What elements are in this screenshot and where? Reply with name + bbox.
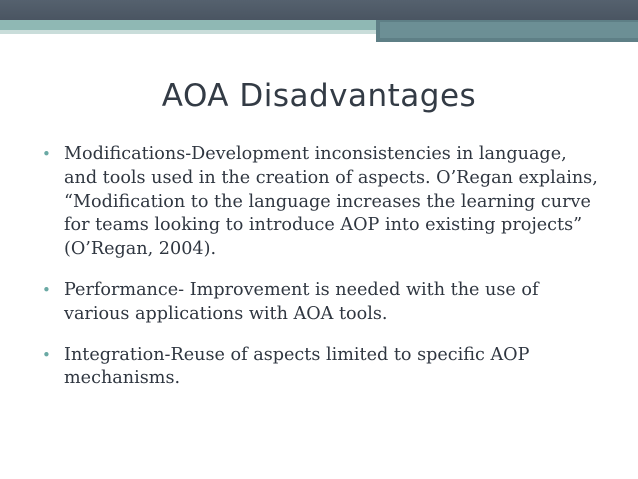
tab-accent-inner	[380, 22, 638, 38]
slide-title: AOA Disadvantages	[161, 78, 477, 114]
accent-band-light	[0, 30, 376, 34]
bullet-item-modifications	[42, 143, 602, 262]
bullet-item-integration	[42, 344, 602, 392]
bullet-icon: •	[42, 145, 51, 163]
bullet-icon: •	[42, 280, 51, 299]
bullet-text: Performance- Improvement is needed with the use of various applications with AOA tools.	[64, 279, 539, 324]
bullet-text: Modifications-Development inconsistencies in language, and tools used in the creation of aspects. O’Regan explains, “Modification to the language increases the learning curve for teams looking to introduce AOP into existing projects” (O’Regan, 2004).	[64, 144, 598, 260]
bullet-list	[42, 143, 602, 408]
bullet-icon: •	[42, 345, 51, 364]
bullet-item-performance	[42, 279, 602, 327]
bullet-text: Integration-Reuse of aspects limited to specific AOP mechanisms.	[64, 344, 530, 389]
header-band	[0, 0, 638, 20]
